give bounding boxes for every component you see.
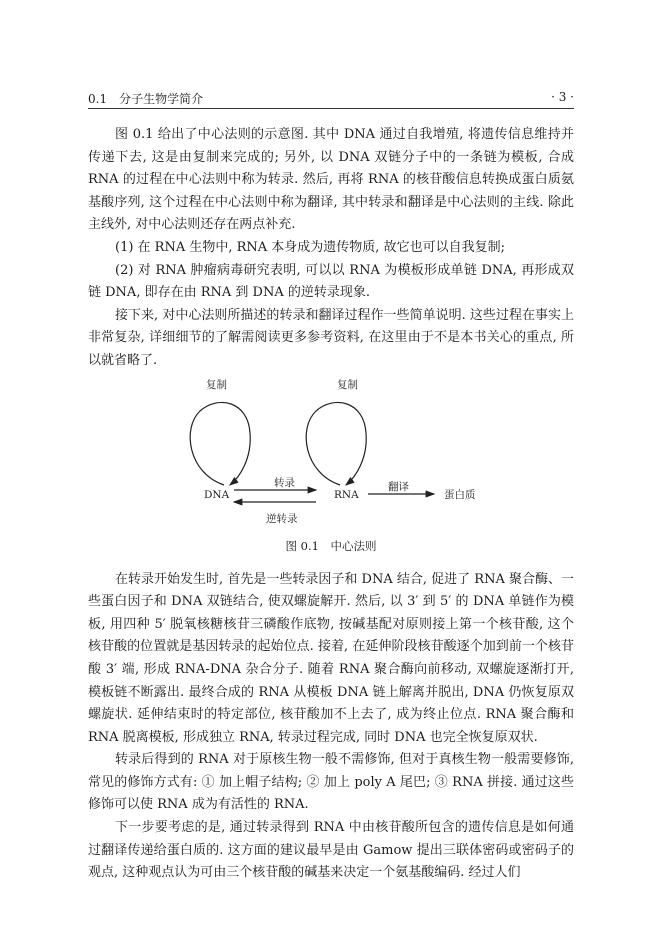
page-number: · 3 ·	[551, 90, 574, 104]
central-dogma-figure	[88, 373, 574, 561]
label-rna: RNA	[334, 488, 359, 501]
rna-replication-loop	[306, 402, 366, 485]
label-dna: DNA	[204, 488, 230, 501]
label-replication-dna: 复制	[206, 378, 227, 391]
paragraph-point-2: (2) 对 RNA 肿瘤病毒研究表明, 可以以 RNA 为模板形成单链 DNA, 再形成双链 DNA, 即存在由 RNA 到 DNA 的逆转录现象.	[88, 262, 574, 301]
label-translation: 翻译	[388, 480, 409, 493]
page-body	[88, 124, 574, 885]
label-transcription: 转录	[274, 476, 295, 489]
paragraph-next: 接下来, 对中心法则所描述的转录和翻译过程作一些简单说明. 这些过程在事实上非常复杂, 详细细节的了解需阅读更多参考资料, 在这里由于不是本书关心的重点, 所以就省略了.	[88, 307, 574, 368]
paragraph-point-1: (1) 在 RNA 生物中, RNA 本身成为遗传物质, 故它也可以自我复制;	[115, 239, 505, 255]
paragraph-translation: 下一步要考虑的是, 通过转录得到 RNA 中由核苷酸所包含的遗传信息是如何通过翻译传递给蛋白质的. 这方面的建议最早是由 Gamow 提出三联体密码或密码子的观点, 这种观点认为可由三个核苷酸的碱基来决定一个氨基酸编码. 经过人们	[88, 820, 574, 881]
label-reverse-transcription: 逆转录	[266, 512, 298, 525]
figure-caption: 图 0.1 中心法则	[285, 538, 377, 553]
paragraph-transcription: 在转录开始发生时, 首先是一些转录因子和 DNA 结合, 促进了 RNA 聚合酶、一些蛋白因子和 DNA 双链结合, 使双螺旋解开. 然后, 以 3′ 到 5′ 的 DNA 单链作为模板, 用四种 5′ 脱氧核糖核苷三磷酸作底物, 按碱基配对原则接上第一个核苷酸, 这个核苷酸的位置就是基因转录的起始位点. 接着, 在延伸阶段核苷酸逐个加到前一个核苷酸 3′ 端, 形成 RNA-DNA 杂合分子. 随着 RNA 聚合酶向前移动, 双螺旋逐渐打开, 模板链不断露出. 最终合成的 RNA 从模板 DNA 链上解离并脱出, DNA 仍恢复原双螺旋状. 延伸结束时的特定部位, 核苷酸加不上去了, 成为终止位点. RNA 聚合酶和 RNA 脱离模板, 形成独立 RNA, 转录过程完成, 同时 DNA 也完全恢复原双状.	[88, 571, 574, 745]
label-replication-rna: 复制	[337, 378, 358, 391]
running-header	[88, 88, 574, 109]
dna-replication-loop	[190, 402, 250, 485]
label-protein: 蛋白质	[444, 488, 476, 501]
section-title: 0.1 分子生物学简介	[88, 92, 204, 106]
central-dogma-diagram	[88, 373, 574, 533]
paragraph-intro: 图 0.1 给出了中心法则的示意图. 其中 DNA 通过自我增殖, 将遗传信息维持并传递下去, 这是由复制来完成的; 另外, 以 DNA 双链分子中的一条链为模板, 合成 RNA 的过程在中心法则中称为转录. 然后, 再将 RNA 的核苷酸信息转换成蛋白质氨基酸序列, 这个过程在中心法则中称为翻译, 其中转录和翻译是中心法则的主线. 除此主线外, 对中心法则还存在两点补充.	[88, 127, 574, 233]
paragraph-modification: 转录后得到的 RNA 对于原核生物一般不需修饰, 但对于真核生物一般需要修饰, 常见的修饰方式有: ① 加上帽子结构; ② 加上 poly A 尾巴; ③ RNA 拼接. 通过这些修饰可以使 RNA 成为有活性的 RNA.	[88, 752, 574, 813]
